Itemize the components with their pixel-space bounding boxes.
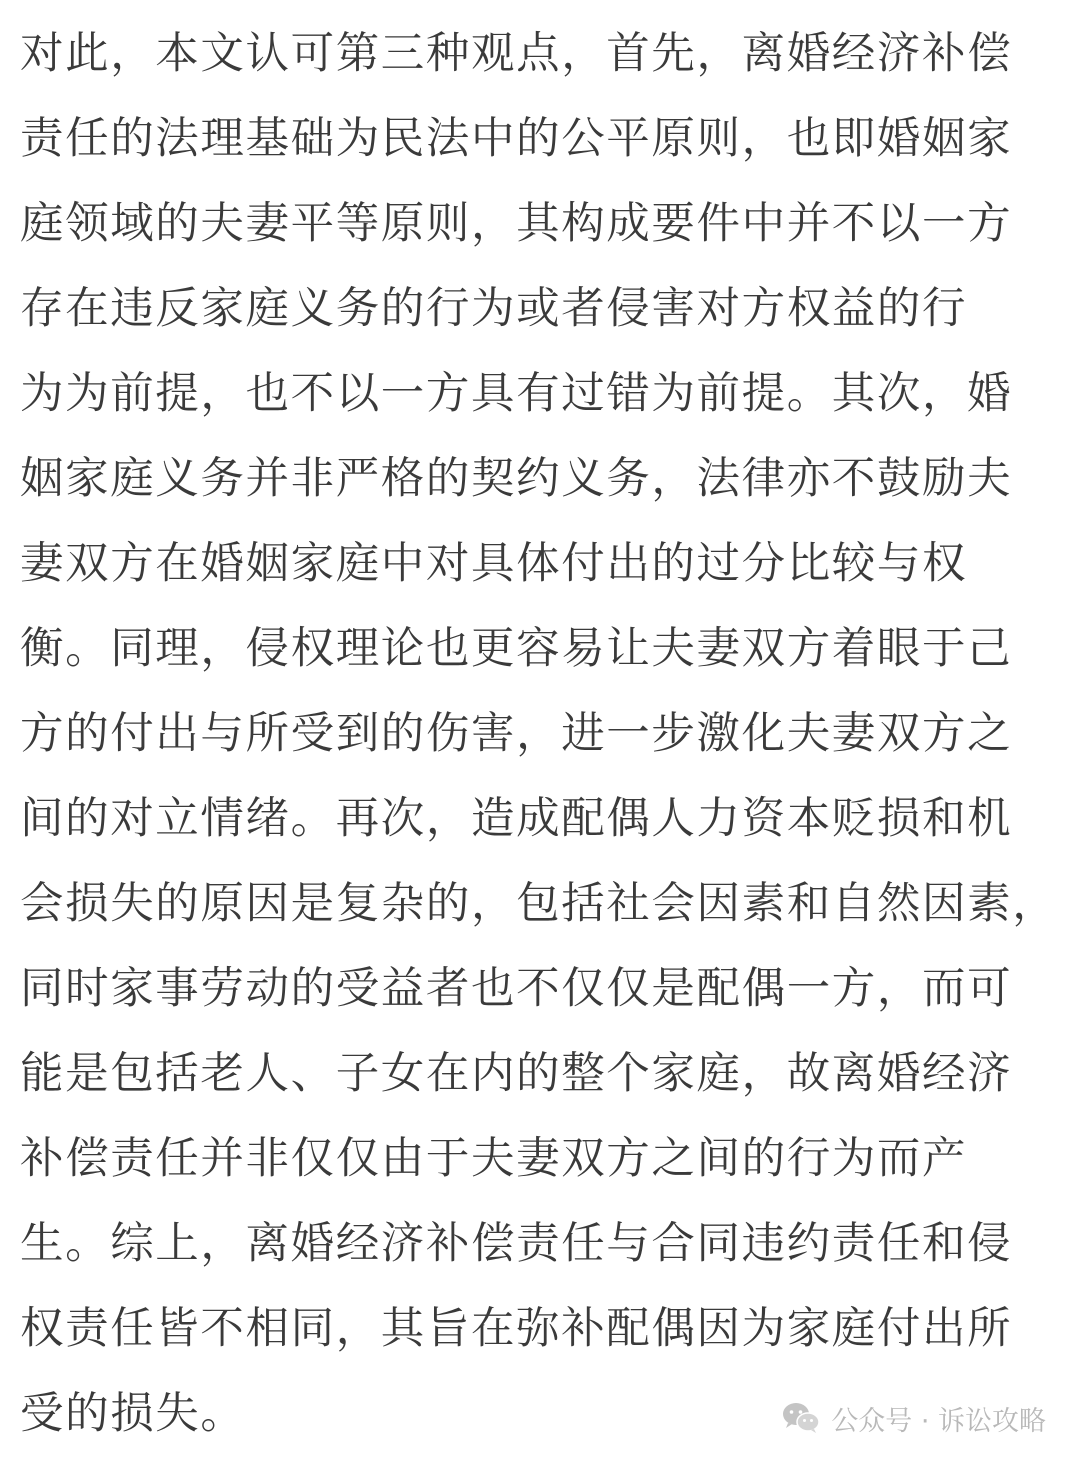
paragraph-line: 生。综上，离婚经济补偿责任与合同违约责任和侵	[20, 1219, 1013, 1269]
paragraph-line: 为为前提，也不以一方具有过错为前提。其次，婚	[20, 369, 1013, 419]
paragraph-line: 会损失的原因是复杂的，包括社会因素和自然因素，	[20, 879, 1058, 929]
paragraph-line: 姻家庭义务并非严格的契约义务，法律亦不鼓励夫	[20, 454, 1013, 504]
paragraph-line: 能是包括老人、子女在内的整个家庭，故离婚经济	[20, 1049, 1013, 1099]
paragraph-line: 权责任皆不相同，其旨在弥补配偶因为家庭付出所	[20, 1304, 1013, 1354]
watermark	[781, 1396, 1046, 1440]
watermark-text: 公众号 · 诉讼攻略	[831, 1405, 1046, 1437]
paragraph-line: 方的付出与所受到的伤害，进一步激化夫妻双方之	[20, 709, 1013, 759]
paragraph-line: 受的损失。	[20, 1389, 246, 1439]
paragraph-line: 间的对立情绪。再次，造成配偶人力资本贬损和机	[20, 794, 1013, 844]
paragraph-line: 存在违反家庭义务的行为或者侵害对方权益的行	[20, 284, 968, 334]
wechat-icon	[781, 1401, 821, 1435]
paragraph-line: 妻双方在婚姻家庭中对具体付出的过分比较与权	[20, 539, 968, 589]
paragraph-line: 同时家事劳动的受益者也不仅仅是配偶一方，而可	[20, 964, 1013, 1014]
paragraph-line: 庭领域的夫妻平等原则，其构成要件中并不以一方	[20, 199, 1013, 249]
paragraph-line: 补偿责任并非仅仅由于夫妻双方之间的行为而产	[20, 1134, 968, 1184]
paragraph-line: 对此，本文认可第三种观点，首先，离婚经济补偿	[20, 29, 1013, 79]
paragraph-line: 责任的法理基础为民法中的公平原则，也即婚姻家	[20, 114, 1013, 164]
paragraph-line: 衡。同理，侵权理论也更容易让夫妻双方着眼于己	[20, 624, 1013, 674]
